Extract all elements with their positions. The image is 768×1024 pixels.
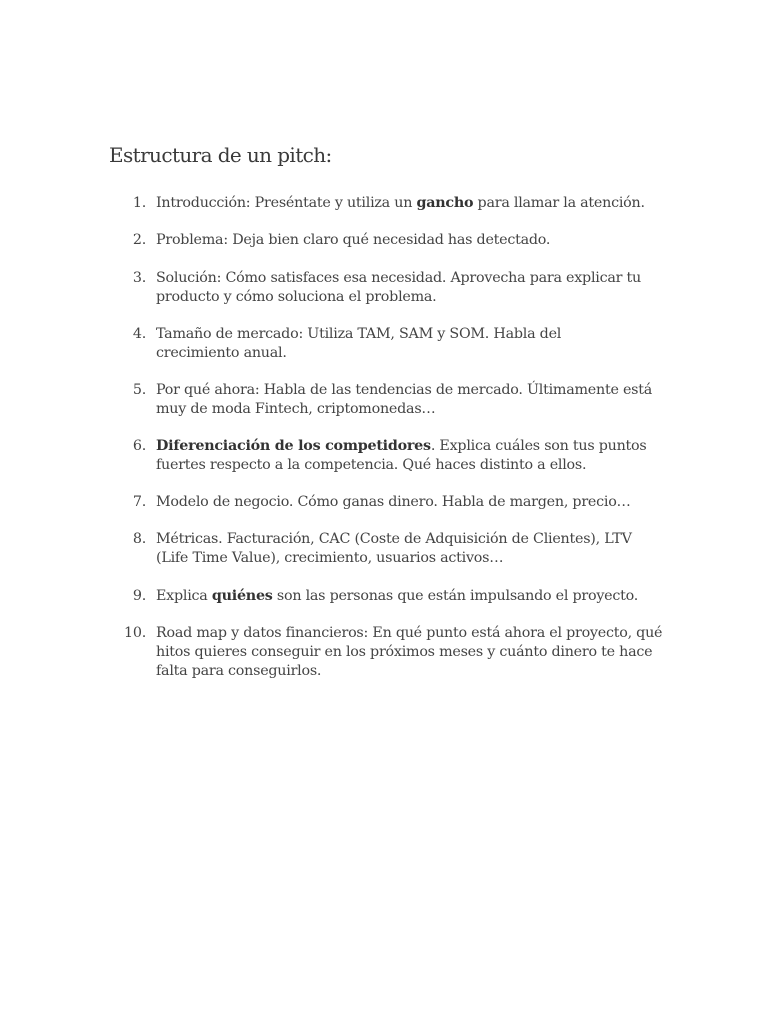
list-item-text [156,269,656,307]
text-line [156,231,656,250]
text-segment: para llamar la atención. [473,195,645,211]
list-item-number: 8. [132,531,146,547]
text-segment: muy de moda Fintech, criptomonedas… [156,401,436,417]
text-line [156,269,656,288]
text-segment: Tamaño de mercado: Utiliza TAM, SAM y SOM. Habla del [156,326,562,342]
text-segment: crecimiento anual. [156,345,287,361]
list-item-text [156,530,656,568]
text-segment: son las personas que están impulsando el proyecto. [272,588,639,604]
bold-text: gancho [416,195,474,211]
text-segment: falta para conseguirlos. [156,663,322,679]
text-segment: Road map y datos financieros: En qué punto está ahora el proyecto, qué [156,625,663,641]
text-line [156,624,663,643]
list-item-number: 3. [132,270,146,286]
text-line [156,344,656,363]
text-line [156,643,656,662]
text-segment: (Life Time Value), crecimiento, usuarios activos… [156,550,504,566]
list-item-number: 1. [132,195,146,211]
text-line [156,662,656,681]
list-item-text [156,231,656,250]
list-item-number: 2. [132,232,146,248]
document-title: Estructura de un pitch: [109,143,332,167]
list-item-text [156,381,656,419]
text-line [156,587,656,606]
list-item-number: 5. [132,382,146,398]
text-line [156,381,656,400]
text-line [156,456,656,475]
bold-text: Diferenciación de los competidores [156,438,431,454]
text-line [156,493,656,512]
list-item-text [156,587,656,606]
list-item-number: 6. [132,438,146,454]
list-item-text [156,624,663,681]
list-item-text [156,437,656,475]
list-item-text [156,325,656,363]
text-line [156,400,656,419]
text-segment: producto y cómo soluciona el problema. [156,289,437,305]
text-segment: Por qué ahora: Habla de las tendencias de mercado. Últimamente está [156,382,653,398]
text-segment: Introducción: Preséntate y utiliza un [156,195,417,211]
text-line [156,437,656,456]
text-line [156,325,656,344]
text-line [156,549,656,568]
bold-text: quiénes [211,588,273,604]
text-segment: . Explica cuáles son tus puntos [430,438,647,454]
text-line [156,194,656,213]
list-item-number: 7. [132,494,146,510]
text-segment: hitos quieres conseguir en los próximos meses y cuánto dinero te hace [156,644,653,660]
list-item-number: 4. [132,326,146,342]
text-segment: Problema: Deja bien claro qué necesidad has detectado. [156,232,551,248]
text-line [156,530,656,549]
list-item-text [156,493,656,512]
text-segment: Modelo de negocio. Cómo ganas dinero. Habla de margen, precio… [156,494,631,510]
text-line [156,288,656,307]
text-segment: Explica [156,588,212,604]
text-segment: Métricas. Facturación, CAC (Coste de Adquisición de Clientes), LTV [156,531,632,547]
list-item-text [156,194,656,213]
text-segment: fuertes respecto a la competencia. Qué haces distinto a ellos. [156,457,587,473]
list-item-number: 10. [124,625,146,641]
list-item-number: 9. [132,588,146,604]
text-segment: Solución: Cómo satisfaces esa necesidad. Aprovecha para explicar tu [156,270,641,286]
